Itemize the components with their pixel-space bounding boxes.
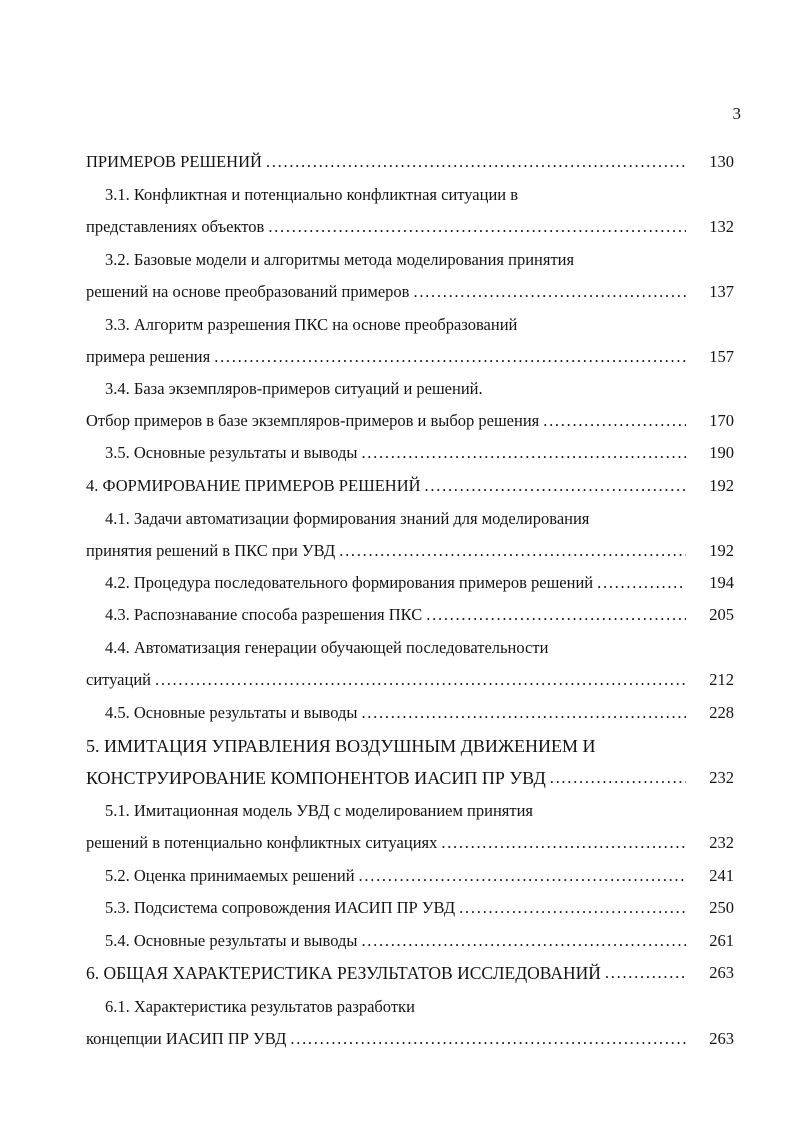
toc-entry-title: 3.2. Базовые модели и алгоритмы метода моделирования принятия xyxy=(105,250,575,269)
toc-entry-title: 5.4. Основные результаты и выводы xyxy=(105,931,358,950)
toc-entry-line1 xyxy=(105,377,734,401)
toc-entry-title: 6.1. Характеристика результатов разработки xyxy=(105,997,415,1016)
dot-leader xyxy=(290,1027,686,1051)
toc-entry-line1 xyxy=(105,183,734,207)
toc-entry xyxy=(105,603,734,627)
toc-entry-title: ПРИМЕРОВ РЕШЕНИЙ xyxy=(86,152,262,171)
toc-entry-title: КОНСТРУИРОВАНИЕ КОМПОНЕНТОВ ИАСИП ПР УВД xyxy=(86,768,546,788)
dot-leader xyxy=(426,603,686,627)
toc-entry-title: решений на основе преобразований примеров xyxy=(86,282,410,301)
toc-entry-page: 192 xyxy=(709,541,734,560)
toc-entry-line1 xyxy=(105,507,734,531)
toc-entry-title: 3.4. База экземпляров-примеров ситуаций и решений. xyxy=(105,379,483,398)
toc-entry xyxy=(86,150,734,174)
dot-leader xyxy=(550,766,686,790)
dot-leader xyxy=(605,961,686,985)
toc-entry xyxy=(86,668,734,692)
toc-entry-page: 137 xyxy=(709,282,734,301)
toc-entry-page: 130 xyxy=(709,152,734,171)
toc-entry xyxy=(86,539,734,563)
toc-entry xyxy=(86,1027,734,1051)
toc-entry-title: 4.2. Процедура последовательного формирования примеров решений xyxy=(105,573,594,592)
toc-entry-page: 132 xyxy=(709,217,734,236)
dot-leader xyxy=(266,150,686,174)
toc-entry xyxy=(105,864,734,888)
toc-entry xyxy=(105,896,734,920)
toc-entry-page: 170 xyxy=(709,411,734,430)
dot-leader xyxy=(155,668,686,692)
toc-entry-title: 4.5. Основные результаты и выводы xyxy=(105,703,358,722)
dot-leader xyxy=(441,831,686,855)
toc-entry-page: 228 xyxy=(709,703,734,722)
toc-entry-title: 3.5. Основные результаты и выводы xyxy=(105,443,358,462)
toc-entry-title: 6. ОБЩАЯ ХАРАКТЕРИСТИКА РЕЗУЛЬТАТОВ ИССЛЕДОВАНИЙ xyxy=(86,963,601,983)
toc-entry-title: 4.3. Распознавание способа разрешения ПКС xyxy=(105,605,423,624)
toc-entry xyxy=(86,474,734,498)
toc-entry-page: 157 xyxy=(709,347,734,366)
toc-entry-page: 263 xyxy=(709,1029,734,1048)
toc-entry-title: 4.4. Автоматизация генерации обучающей последовательности xyxy=(105,638,549,657)
toc-entry-title: 3.3. Алгоритм разрешения ПКС на основе преобразований xyxy=(105,315,518,334)
toc-entry-line1 xyxy=(105,799,734,823)
toc-entry xyxy=(105,441,734,465)
dot-leader xyxy=(361,929,686,953)
toc-entry-page: 232 xyxy=(709,768,734,787)
toc-entry-page: 212 xyxy=(709,670,734,689)
toc-entry xyxy=(86,831,734,855)
toc-entry xyxy=(86,345,734,369)
dot-leader xyxy=(339,539,686,563)
dot-leader xyxy=(413,280,686,304)
toc-entry-title: 5. ИМИТАЦИЯ УПРАВЛЕНИЯ ВОЗДУШНЫМ ДВИЖЕНИЕМ И xyxy=(86,736,596,756)
toc-entry xyxy=(86,409,734,433)
toc-entry-title: примера решения xyxy=(86,347,211,366)
toc-entry-line1 xyxy=(105,248,734,272)
toc-entry-title: решений в потенциально конфликтных ситуациях xyxy=(86,833,438,852)
toc-entry xyxy=(105,701,734,725)
page-number: 3 xyxy=(732,104,741,123)
toc-entry-title: 3.1. Конфликтная и потенциально конфликтная ситуации в xyxy=(105,185,519,204)
toc-entry-title: представлениях объектов xyxy=(86,217,265,236)
toc-entry-page: 250 xyxy=(709,898,734,917)
toc-entry xyxy=(86,280,734,304)
toc-entry-title: 4. ФОРМИРОВАНИЕ ПРИМЕРОВ РЕШЕНИЙ xyxy=(86,476,421,495)
dot-leader xyxy=(543,409,686,433)
dot-leader xyxy=(361,701,686,725)
toc-entry-page: 263 xyxy=(709,963,734,982)
dot-leader xyxy=(459,896,686,920)
toc-entry-page: 241 xyxy=(709,866,734,885)
toc-entry-page: 192 xyxy=(709,476,734,495)
toc-entry xyxy=(86,215,734,239)
toc-entry-title: 5.1. Имитационная модель УВД с моделированием принятия xyxy=(105,801,534,820)
toc-entry-title: концепции ИАСИП ПР УВД xyxy=(86,1029,287,1048)
toc-entry-line1 xyxy=(86,734,734,758)
toc-entry-title: 5.3. Подсистема сопровождения ИАСИП ПР УВД xyxy=(105,898,456,917)
toc-entry-title: принятия решений в ПКС при УВД xyxy=(86,541,336,560)
dot-leader xyxy=(359,864,686,888)
toc-entry xyxy=(105,571,734,595)
toc-entry-line1 xyxy=(105,995,734,1019)
dot-leader xyxy=(214,345,686,369)
toc-entry-title: Отбор примеров в базе экземпляров-примеров и выбор решения xyxy=(86,411,540,430)
dot-leader xyxy=(268,215,686,239)
dot-leader xyxy=(361,441,686,465)
toc-entry xyxy=(86,961,734,985)
toc-entry-title: 5.2. Оценка принимаемых решений xyxy=(105,866,355,885)
toc-entry xyxy=(105,929,734,953)
dot-leader xyxy=(597,571,686,595)
toc-entry-page: 261 xyxy=(709,931,734,950)
toc-entry-title: ситуаций xyxy=(86,670,151,689)
dot-leader xyxy=(425,474,686,498)
toc-entry-page: 205 xyxy=(709,605,734,624)
toc-entry-page: 194 xyxy=(709,573,734,592)
toc-entry-line1 xyxy=(105,313,734,337)
toc-entry-page: 232 xyxy=(709,833,734,852)
toc-entry-line1 xyxy=(105,636,734,660)
toc-entry-page: 190 xyxy=(709,443,734,462)
toc-entry-title: 4.1. Задачи автоматизации формирования знаний для моделирования xyxy=(105,509,590,528)
toc-entry xyxy=(86,766,734,790)
